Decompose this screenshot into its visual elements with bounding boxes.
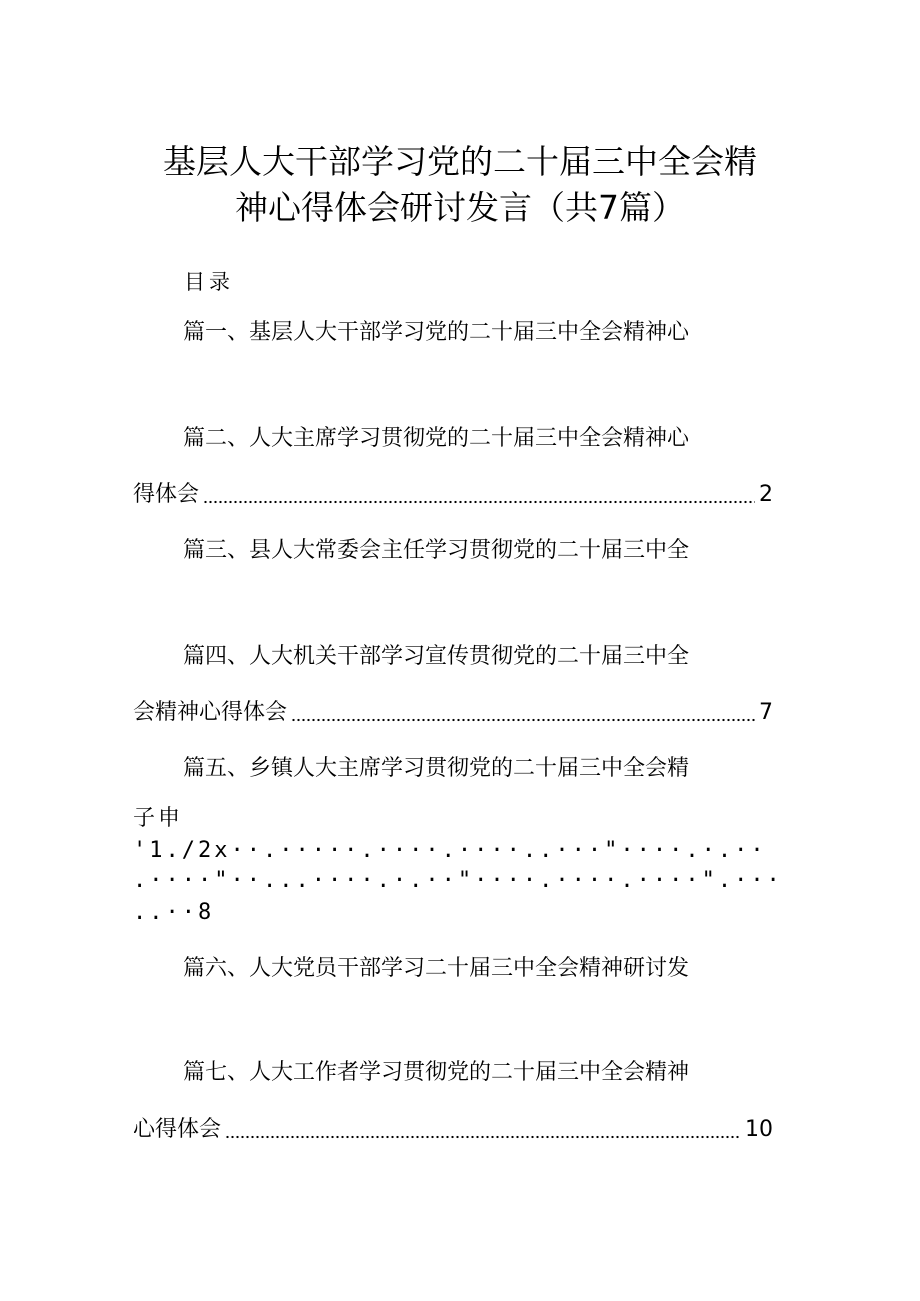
toc-entry-4-continuation[interactable] (133, 698, 773, 728)
toc-entry-4-line2: 会精神心得体会 (133, 700, 288, 725)
toc-entry-5-garbled-3: .····"··...····.·.··"····.····.····".··· (133, 868, 783, 893)
toc-entry-2-page: 2 (759, 482, 773, 507)
toc-entry-4-page: 7 (759, 700, 773, 725)
toc-entry-5-garbled-2: '1./2x··.·····.····.····..···"····.·.·· (133, 838, 767, 863)
toc-label: 目录 (184, 270, 234, 294)
toc-entry-7-line2: 心得体会 (133, 1117, 222, 1142)
toc-entry-2[interactable]: 篇二、人大主席学习贯彻党的二十届三中全会精神心 (183, 426, 690, 451)
toc-entry-7-continuation[interactable] (133, 1115, 773, 1145)
leader-dots (291, 702, 755, 722)
toc-entry-2-continuation[interactable] (133, 480, 773, 510)
toc-entry-3[interactable]: 篇三、县人大常委会主任学习贯彻党的二十届三中全 (183, 538, 690, 563)
toc-entry-4[interactable]: 篇四、人大机关干部学习宣传贯彻党的二十届三中全 (183, 644, 690, 669)
toc-entry-5[interactable]: 篇五、乡镇人大主席学习贯彻党的二十届三中全会精 (183, 756, 690, 781)
leader-dots (203, 484, 755, 504)
toc-entry-7-page: 10 (745, 1117, 773, 1142)
toc-entry-7[interactable]: 篇七、人大工作者学习贯彻党的二十届三中全会精神 (183, 1060, 690, 1085)
toc-entry-5-garbled-4: ..··8 (133, 900, 215, 925)
leader-dots (225, 1119, 741, 1139)
toc-entry-2-line2: 得体会 (133, 482, 200, 507)
toc-entry-5-garbled-1: 子申 (133, 806, 184, 831)
document-title-line-2: 神心得体会研讨发言（共7篇） (235, 188, 685, 227)
document-title-line-1: 基层人大干部学习党的二十届三中全会精 (163, 142, 757, 181)
toc-entry-6[interactable]: 篇六、人大党员干部学习二十届三中全会精神研讨发 (183, 956, 690, 981)
toc-entry-1[interactable]: 篇一、基层人大干部学习党的二十届三中全会精神心 (183, 320, 690, 345)
